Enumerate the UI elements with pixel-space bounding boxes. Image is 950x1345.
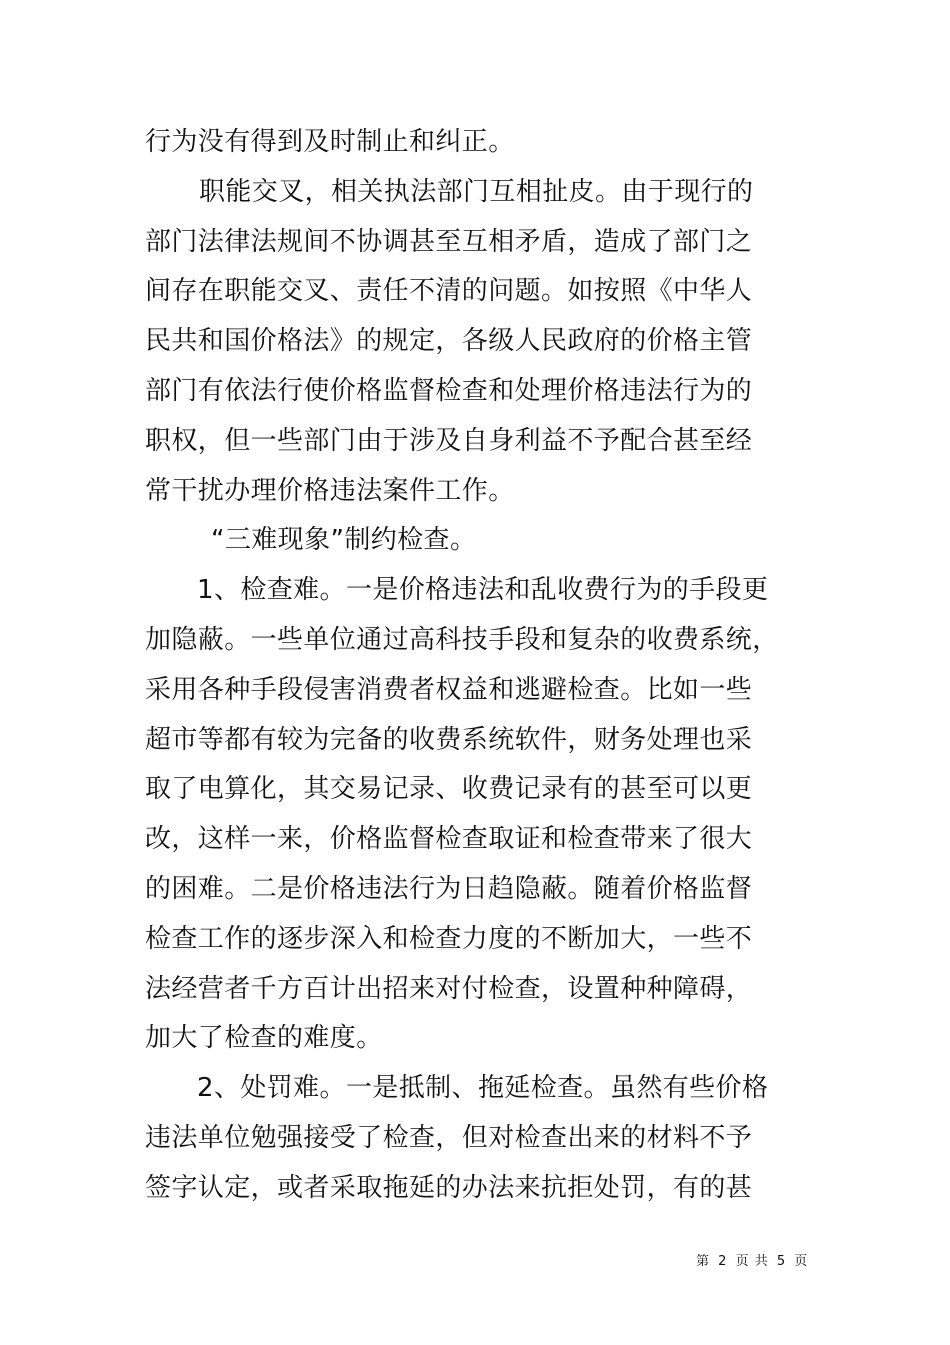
text-line: 的困难。二是价格违法行为日趋隐蔽。随着价格监督 — [145, 873, 753, 904]
text-line: 取了电算化，其交易记录、收费记录有的甚至可以更 — [145, 774, 753, 805]
text-line: 违法单位勉强接受了检查，但对检查出来的材料不予 — [145, 1122, 753, 1153]
text-line: 改，这样一来，价格监督检查取证和检查带来了很大 — [145, 824, 753, 855]
paragraph-start: 1、检查难。一是价格违法和乱收费行为的手段更 — [197, 575, 769, 606]
paragraph-start: 职能交叉，相关执法部门互相扯皮。由于现行的 — [199, 176, 754, 207]
text-line: 检查工作的逐步深入和检查力度的不断加大，一些不 — [145, 923, 753, 954]
text-line: 民共和国价格法》的规定，各级人民政府的价格主管 — [145, 326, 753, 357]
text-line: 部门有依法行使价格监督检查和处理价格违法行为的 — [145, 375, 753, 406]
footer-middle: 页 共 — [735, 1254, 769, 1269]
body-text — [145, 118, 795, 1214]
current-page-number: 2 — [718, 1254, 728, 1269]
text-line: 签字认定，或者采取拖延的办法来抗拒处罚，有的甚 — [145, 1172, 753, 1203]
footer-prefix: 第 — [696, 1254, 711, 1269]
page-footer — [696, 1250, 808, 1269]
total-page-count: 5 — [776, 1254, 787, 1269]
text-line: 加隐蔽。一些单位通过高科技手段和复杂的收费系统， — [145, 624, 779, 655]
text-line: 采用各种手段侵害消费者权益和逃避检查。比如一些 — [145, 674, 753, 705]
footer-suffix: 页 — [794, 1254, 809, 1269]
text-line: 部门法律法规间不协调甚至互相矛盾，造成了部门之 — [145, 226, 753, 257]
text-line: 加大了检查的难度。 — [145, 1023, 383, 1054]
text-line: 超市等都有较为完备的收费系统软件，财务处理也采 — [145, 724, 753, 755]
text-line: 法经营者千方百计出招来对付检查，设置种种障碍， — [145, 973, 753, 1004]
section-heading: “三难现象”制约检查。 — [211, 525, 477, 556]
text-line: 常干扰办理价格违法案件工作。 — [145, 475, 515, 506]
text-line: 职权，但一些部门由于涉及自身利益不予配合甚至经 — [145, 425, 753, 456]
text-line: 间存在职能交叉、责任不清的问题。如按照《中华人 — [145, 276, 753, 307]
paragraph-start: 2、处罚难。一是抵制、拖延检查。虽然有些价格 — [197, 1073, 769, 1104]
text-line: 行为没有得到及时制止和纠正。 — [145, 127, 515, 157]
